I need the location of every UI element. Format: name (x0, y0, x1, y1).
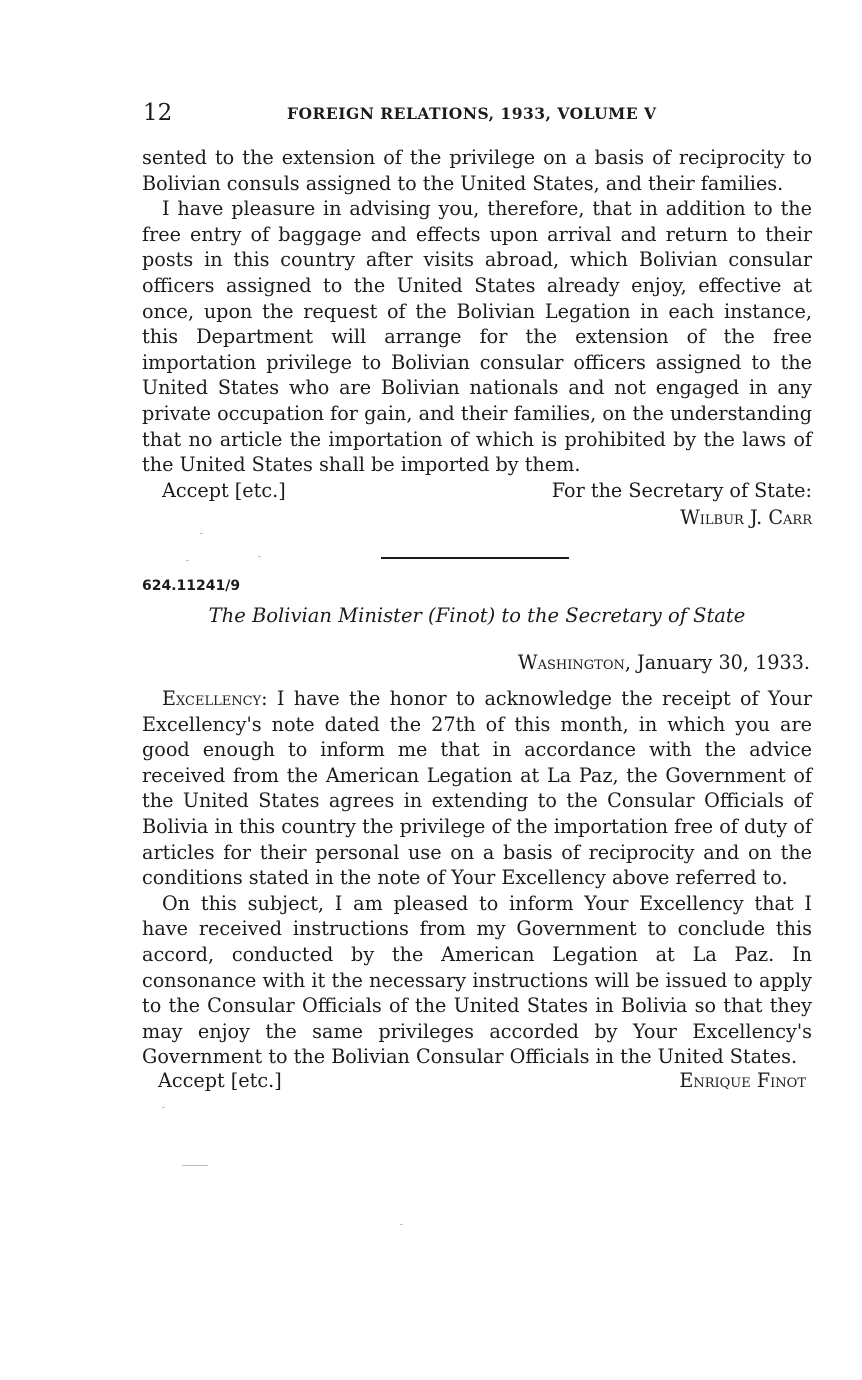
scan-speck (186, 560, 189, 561)
dateline-date: , January 30, 1933. (624, 651, 810, 674)
section-divider (381, 557, 569, 559)
letter-2-body (142, 686, 812, 1070)
scan-speck (182, 1165, 208, 1166)
document-title: The Bolivian Minister (Finot) to the Secretary of State (208, 604, 746, 627)
scan-speck (162, 1107, 165, 1108)
closing-text: Accept [etc.] (162, 479, 286, 502)
paragraph-continued: sented to the extension of the privilege on a basis of reciprocity to Bolivian consuls assigned to the United States, and their families. (142, 146, 812, 195)
signature: Wilbur J. Carr (680, 506, 812, 529)
file-number: 624.11241/9 (142, 578, 241, 594)
running-title: FOREIGN RELATIONS, 1933, VOLUME V (287, 104, 657, 123)
letter-1-body (142, 145, 812, 478)
salutation: Excellency (162, 687, 262, 710)
scan-speck (258, 556, 261, 557)
dateline (518, 651, 810, 674)
signature: Enrique Finot (679, 1069, 806, 1092)
closing-text: Accept [etc.] (158, 1069, 282, 1092)
for-secretary-text: For the Secretary of State: (551, 479, 812, 502)
scan-speck (200, 533, 203, 534)
page-number: 12 (143, 100, 173, 126)
paragraph: I have pleasure in advising you, therefore, that in addition to the free entry of baggage and effects upon arrival and return to their posts in this country after visits abroad, which Bolivian consular officers assigned to the United States already enjoy, effective at once, upon the request of the Bolivian Legation in each instance, this Department will arrange for the extension of the free importation privilege to Bolivian consular officers assigned to the United States who are Bolivian nationals and not engaged in any private occupation for gain, and their families, on the understanding that no article the importation of which is prohibited by the laws of the United States shall be imported by them. (142, 197, 812, 477)
paragraph (142, 686, 812, 891)
paragraph: On this subject, I am pleased to inform Your Excellency that I have received instructions from my Government to conclude this accord, conducted by the American Legation at La Paz. In consonance with it the necessary instructions will be issued to apply to the Consular Officials of the United States in Bolivia so that they may enjoy the same privileges accorded by Your Excellency's Government to the Bolivian Consular Officials in the United States. (142, 891, 812, 1069)
dateline-place: Washington (517, 651, 625, 674)
scan-speck (400, 1224, 403, 1225)
paragraph-text: : I have the honor to acknowledge the receipt of Your Excellency's note dated the 27th of this month, in which you are good enough to inform me that in accordance with the advice received from the American Legation at La Paz, the Government of the United States agrees in extending to the Consular Officials of Bolivia in this country the privilege of the importation free of duty of articles for their personal use on a basis of reciprocity and on the conditions stated in the note of Your Excellency above referred to. (142, 687, 812, 890)
